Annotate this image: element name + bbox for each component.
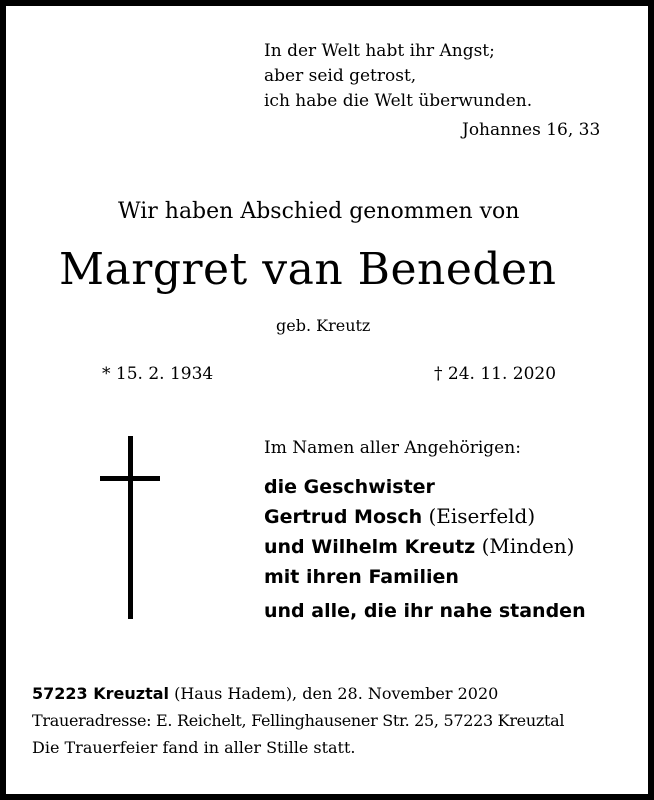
mourner-line: und Wilhelm Kreutz (Minden) [264,534,575,558]
verse-line: In der Welt habt ihr Angst; [264,41,495,61]
bible-verse [264,39,532,114]
footer [32,680,564,761]
birth-date: * 15. 2. 1934 [102,364,214,384]
mourners-intro: Im Namen aller Angehörigen: [264,438,521,458]
death-date: † 24. 11. 2020 [434,364,557,384]
maiden-name: geb. Kreutz [276,316,371,335]
verse-line: aber seid getrost, [264,66,417,86]
obituary-card [6,6,648,794]
mourner-line: die Geschwister [264,476,435,498]
funeral-note: Die Trauerfeier fand in aller Stille statt. [32,738,356,757]
verse-line: ich habe die Welt überwunden. [264,91,533,111]
place-date-line: 57223 Kreuztal (Haus Hadem), den 28. November 2020 [32,684,499,703]
farewell-intro: Wir haben Abschied genommen von [118,199,520,224]
deceased-name: Margret van Beneden [59,244,557,295]
mourning-address: Traueradresse: E. Reichelt, Fellinghausener Str. 25, 57223 Kreuztal [32,711,565,730]
mourners-closing: und alle, die ihr nahe standen [264,600,586,622]
mourner-line: Gertrud Mosch (Eiserfeld) [264,504,536,528]
mourner-line: mit ihren Familien [264,566,459,588]
verse-reference: Johannes 16, 33 [462,120,601,140]
mourners-list [264,472,575,592]
